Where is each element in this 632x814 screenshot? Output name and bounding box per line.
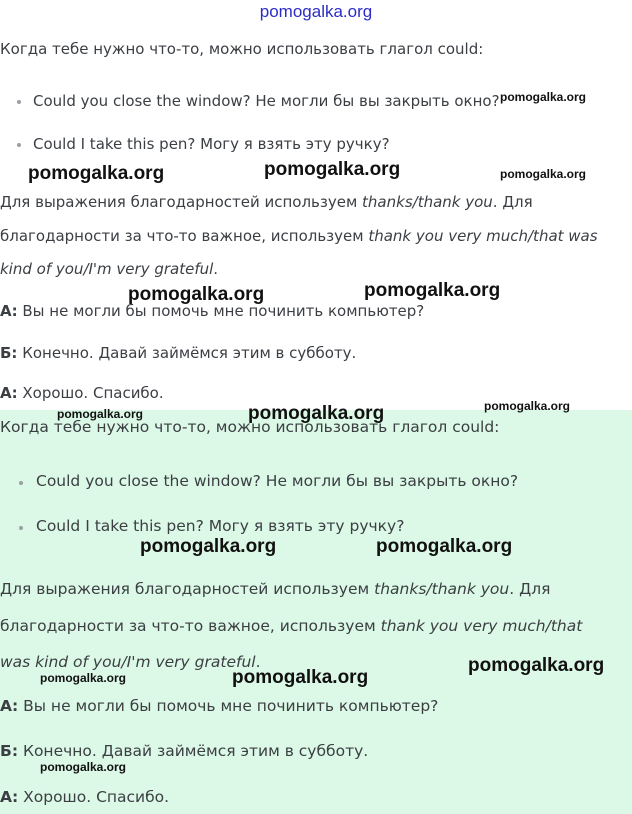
watermark: pomogalka.org — [28, 163, 165, 184]
watermark: pomogalka.org — [484, 399, 571, 413]
thanks-line-3: kind of you/I'm very grateful. — [0, 260, 219, 278]
watermark: pomogalka.org — [40, 760, 127, 774]
dialog-line-2: Б: Конечно. Давай займёмся этим в субботу. — [0, 742, 369, 760]
thanks-line-2: благодарности за что-то важное, используем thank you very much/that — [0, 617, 583, 635]
watermark: pomogalka.org — [468, 655, 605, 676]
watermark: pomogalka.org — [128, 284, 265, 305]
watermark: pomogalka.org — [500, 167, 587, 181]
dialog-line-3: А: Хорошо. Спасибо. — [0, 788, 170, 806]
bullet-dot — [17, 100, 21, 104]
example-could-i: Could I take this pen? Могу я взять эту ручку? — [33, 135, 390, 153]
dialog-line-1: А: Вы не могли бы помочь мне починить компьютер? — [0, 697, 439, 715]
watermark: pomogalka.org — [500, 90, 587, 104]
watermark: pomogalka.org — [57, 407, 144, 421]
example-could-you: Could you close the window? Не могли бы вы закрыть окно? — [36, 472, 519, 490]
intro-text: Когда тебе нужно что-то, можно использовать глагол could: — [0, 418, 500, 436]
thanks-line-2: благодарности за что-то важное, используем thank you very much/that was — [0, 227, 598, 245]
watermark: pomogalka.org — [364, 280, 501, 301]
watermark: pomogalka.org — [376, 536, 513, 557]
thanks-line-1: Для выражения благодарностей используем thanks/thank you. Для — [0, 580, 551, 598]
answer-block-1 — [0, 26, 632, 410]
example-could-i: Could I take this pen? Могу я взять эту ручку? — [36, 517, 405, 535]
watermark: pomogalka.org — [140, 536, 277, 557]
bullet-dot — [17, 143, 21, 147]
intro-text: Когда тебе нужно что-то, можно использовать глагол could: — [0, 40, 484, 58]
answer-block-2 — [0, 410, 632, 814]
bullet-dot — [19, 526, 23, 530]
thanks-line-1: Для выражения благодарностей используем thanks/thank you. Для — [0, 193, 533, 211]
watermark: pomogalka.org — [248, 403, 385, 424]
watermark: pomogalka.org — [232, 667, 369, 688]
example-could-you: Could you close the window? Не могли бы вы закрыть окно? — [33, 92, 500, 110]
watermark: pomogalka.org — [264, 159, 401, 180]
watermark: pomogalka.org — [40, 671, 127, 685]
dialog-line-2: Б: Конечно. Давай займёмся этим в субботу. — [0, 344, 357, 362]
site-header-link[interactable]: pomogalka.org — [259, 2, 373, 21]
thanks-line-3: was kind of you/I'm very grateful. — [0, 653, 261, 671]
dialog-line-1: А: Вы не могли бы помочь мне починить компьютер? — [0, 302, 425, 320]
dialog-line-3: А: Хорошо. Спасибо. — [0, 384, 164, 402]
bullet-dot — [19, 481, 23, 485]
